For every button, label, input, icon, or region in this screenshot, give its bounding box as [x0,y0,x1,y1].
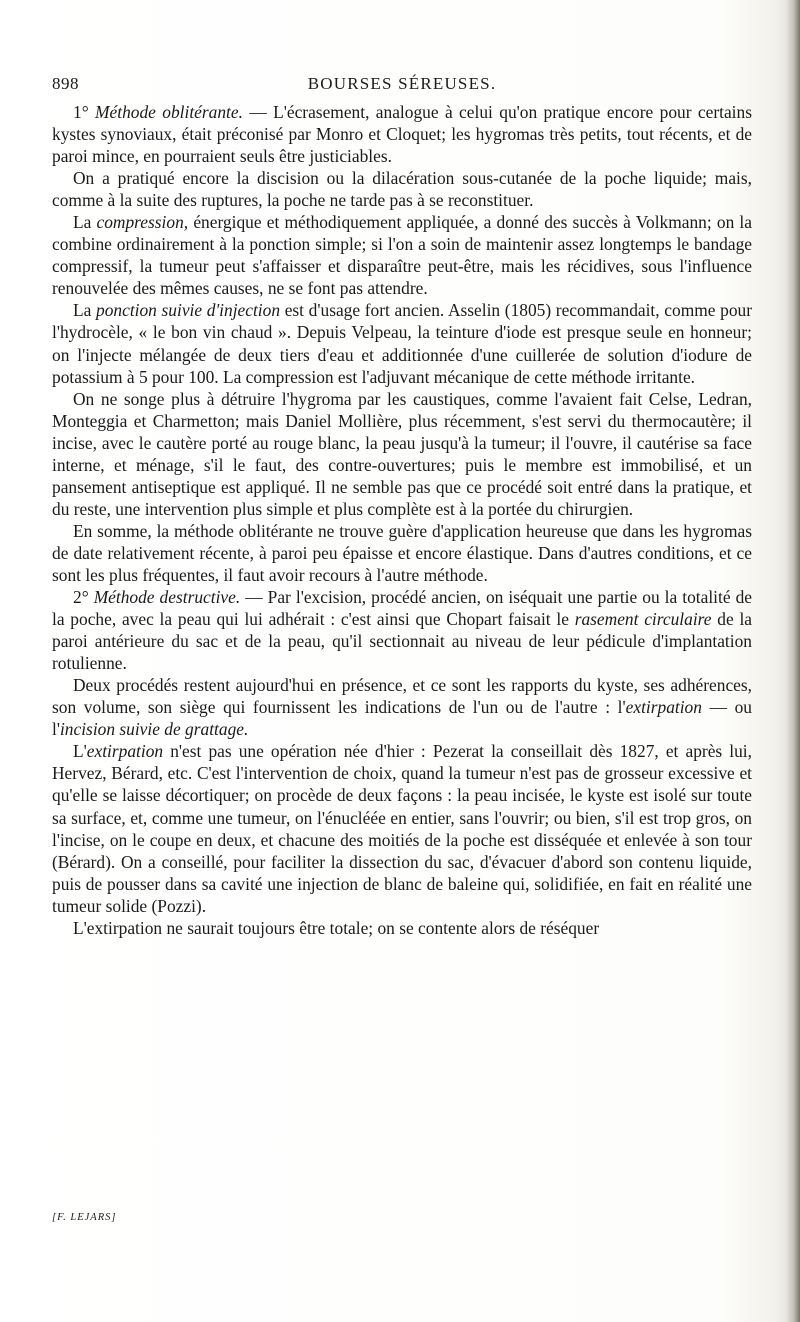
italic-term: ponction suivie d'injection [96,300,281,321]
paragraph-text: — Par l'excision, procédé ancien, on iséquait une partie ou la totalité de la poche, avec la peau qui lui adhérait : c'est ainsi que Chopart faisait le [52,587,752,630]
paragraph-text: — ou l' [52,697,752,740]
italic-term: rasement circulaire [574,609,712,630]
paragraph-deux-procedes [52,674,752,740]
paragraph-compression [52,211,752,299]
paragraph-extirpation-partielle: L'extirpation ne saurait toujours être totale; on se contente alors de réséquer [73,917,600,938]
section-number: 1° [73,102,89,122]
paragraph-text: est d'usage fort ancien. Asselin (1805) recommandait, comme pour l'hydrocèle, « le bon vin chaud ». Depuis Velpeau, la teinture d'iode est presque seule en honneur; on l'injecte mélangée de deux tiers d'eau et additionnée d'une cuillerée de solution d'iodure de potassium à 5 pour 100. La compression est l'adjuvant mécanique de cette méthode irritante. [52,300,752,387]
paragraph-discision: On a pratiqué encore la discision ou la dilacération sous-cutanée de la poche liquide; mais, comme à la suite des ruptures, la poche ne tarde pas à se reconstituer. [52,168,752,211]
italic-term: extirpation [625,697,702,718]
running-title: BOURSES SÉREUSES. [307,74,497,93]
signature-mark: [F. LEJARS] [52,1212,117,1223]
body-text [52,101,752,939]
paragraph-text: n'est pas une opération née d'hier : Pezerat la conseillait dès 1827, et après lui, Hervez, Bérard, etc. C'est l'intervention de choix, quand la tumeur n'est pas de grosseur excessive et qu'elle se laisse décortiquer; on procède de deux façons : la peau incisée, le kyste est isolé sur toute sa surface, et, comme une tumeur, on l'énucléée en entier, sans l'ouvrir; ou bien, s'il est trop gros, on l'incise, on le coupe en deux, et chacune des moitiés de la poche est disséquée et enlevée à son tour (Bérard). On a conseillé, pour faciliter la dissection du sac, d'évacuer d'abord son contenu liquide, puis de pousser dans sa cavité une injection de blanc de baleine qui, solidifiée, en fait en réalité une tumeur solide (Pozzi). [52,741,752,916]
paragraph-text: La [73,212,97,233]
paragraph-text: L' [73,741,87,762]
section-number: 2° [73,587,89,608]
section-heading: Méthode destructive. [93,587,241,608]
paragraph-ponction [52,299,752,387]
paragraph-text: énergique et méthodiquement appliquée, a donné des succès à Volkmann; on la combine ordinairement à la ponction simple; si l'on a soin de maintenir assez longtemps le bandage compressif, la tumeur peut s'affaisser et disparaître peut-être, mais les récidives, sous l'influence renouvelée des mêmes causes, ne se font pas attendre. [52,212,752,299]
paragraph-caustiques: On ne songe plus à détruire l'hygroma par les caustiques, comme l'avaient fait Celse, Ledran, Monteggia et Charmetton; mais Daniel Mollière, plus récemment, s'est servi du thermocautère; il incise, avec le cautère porté au rouge blanc, la peau jusqu'à la tumeur; il l'ouvre, il cautérise sa face interne, et ménage, s'il le faut, des contre-ouvertures; puis le membre est immobilisé, et un pansement antiseptique est appliqué. Il ne semble pas que ce procédé soit entré dans la pratique, et du reste, une intervention plus simple et plus complète est à la portée du chirurgien. [52,388,752,519]
paragraph-text: La [73,300,97,321]
paragraph-text: Deux procédés restent aujourd'hui en présence, et ce sont les rapports du kyste, ses adhérences, son volume, son siège qui fournissent les indications de l'un ou de l'autre : l' [52,675,752,718]
italic-term: incision suivie de grattage. [59,719,249,740]
italic-term: compression, [96,212,189,233]
paragraph-text: de la paroi antérieure du sac et de la peau, qu'il sectionnait au niveau de leur pédicule d'implantation rotulienne. [52,609,752,674]
running-header [52,74,752,102]
paragraph-methode-destructive [52,586,752,674]
page-edge-shadow [786,0,800,1322]
paragraph-en-somme: En somme, la méthode oblitérante ne trouve guère d'application heureuse que dans les hygromas de date relativement récente, à paroi peu épaisse et encore élastique. Dans d'autres conditions, et ce sont les plus fréquentes, il faut avoir recours à l'autre méthode. [52,520,752,585]
page-number: 898 [52,74,79,93]
paragraph-extirpation [52,740,752,916]
italic-term: extirpation [86,741,164,762]
section-heading: Méthode oblitérante. [95,102,243,122]
paragraph-text: — L'écrasement, analogue à celui qu'on pratique encore pour certains kystes synoviaux, était préconisé par Monro et Cloquet; les hygromas très petits, tout récents, et de paroi mince, en pourraient seuls être justiciables. [52,102,752,167]
paragraph-methode-obliterante [52,101,752,167]
